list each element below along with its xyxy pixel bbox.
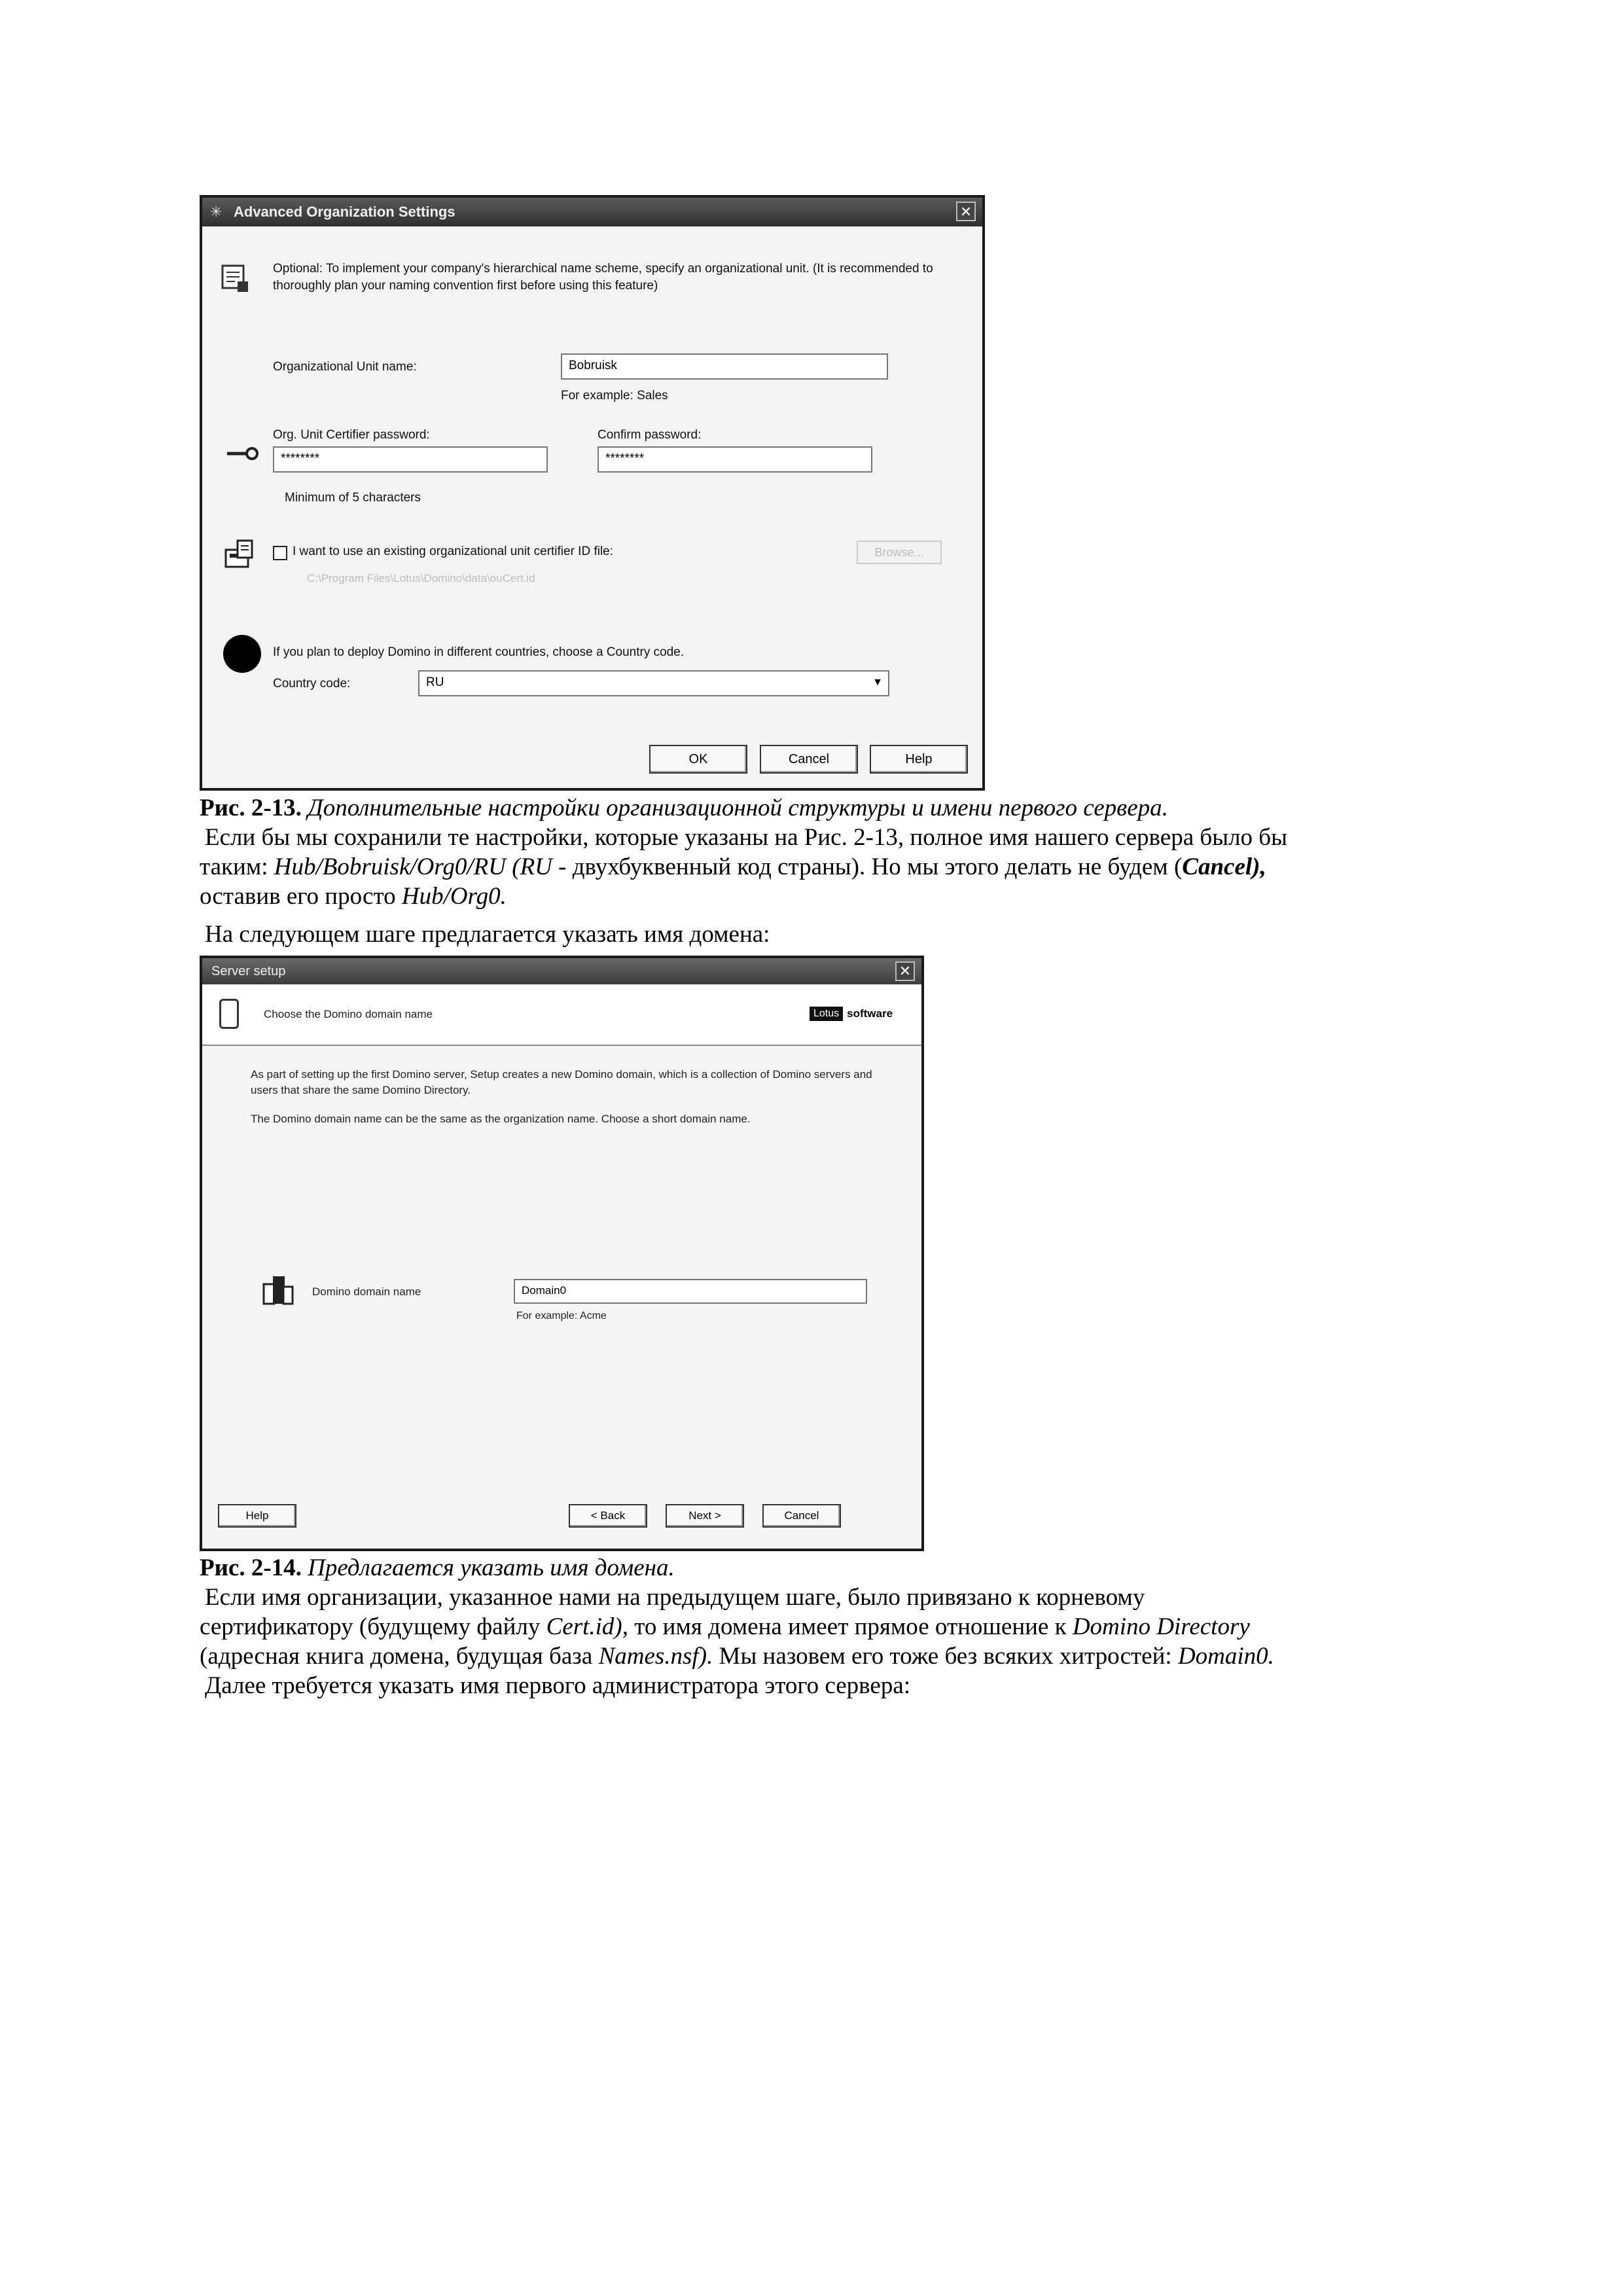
header-title: Choose the Domino domain name [264,1008,433,1020]
paragraph-3-line-1: Если имя организации, указанное нами на предыдущем шаге, было привязано к корневому [205,1584,1145,1611]
country-code-value: RU [426,675,444,689]
server-setup-dialog [200,956,924,1551]
close-button[interactable]: ✕ [956,202,976,221]
figure2-caption [200,1553,675,1583]
paragraph-1-line-1: Если бы мы сохранили те настройки, которые указаны на Рис. 2-13, полное имя нашего сервера было бы [205,824,1287,851]
domain-example-text: For example: Acme [516,1310,607,1321]
cancel-button[interactable]: Cancel [762,1504,841,1528]
help-button[interactable]: Help [218,1504,296,1528]
cert-password-label: Org. Unit Certifier password: [273,428,430,442]
paragraph-2: На следующем шаге предлагается указать имя домена: [205,921,770,948]
figure1-caption-number: Рис. 2-13. [200,795,302,821]
country-code-select[interactable] [418,670,889,696]
paragraph-4: Далее требуется указать имя первого администратора этого сервера: [205,1672,911,1699]
title-bar [202,198,982,226]
paragraph-1-line-3: оставив его просто Hub/Org0. [200,883,507,910]
password-hint-text: Minimum of 5 characters [285,491,421,505]
title-bar [202,958,921,984]
next-button[interactable]: Next > [666,1504,744,1528]
country-code-label: Country code: [273,677,351,691]
cert-password-input[interactable]: ******** [273,446,548,473]
description-1: As part of setting up the first Domino server, Setup creates a new Domino domain, which is a collection of Domino servers and users that share the same Domino Directory. [251,1068,872,1096]
id-file-icon [224,538,259,569]
buildings-icon [262,1275,294,1305]
back-button[interactable]: < Back [569,1504,647,1528]
lotus-software-logo: Lotus software [810,1004,893,1024]
browse-button[interactable]: Browse... [857,541,942,564]
existing-id-checkbox[interactable] [273,546,287,560]
paragraph-3-line-3: (адресная книга домена, будущая база Names.nsf). Мы назовем его тоже без всяких хитростей: Domain0. [200,1643,1274,1670]
app-icon: ✳ [210,204,223,220]
window-title: Advanced Organization Settings [234,204,455,220]
figure1-caption [200,793,1168,823]
chevron-down-icon: ▼ [872,677,883,688]
domain-name-input[interactable]: Domain0 [514,1279,867,1304]
ou-name-input[interactable]: Bobruisk [561,353,888,380]
country-hint-text: If you plan to deploy Domino in different countries, choose a Country code. [273,645,685,659]
intro-text: Optional: To implement your company's hierarchical name scheme, specify an organizational unit. (It is recommended to thoroughly plan your naming convention first before using this feature) [273,262,933,293]
confirm-password-input[interactable]: ******** [597,446,872,473]
figure2-caption-text: Предлагается указать имя домена. [308,1554,675,1581]
cancel-button[interactable]: Cancel [760,745,858,774]
wizard-header [202,984,921,1046]
close-button[interactable]: ✕ [895,961,915,981]
ok-button[interactable]: OK [649,745,747,774]
existing-id-label: I want to use an existing organizational unit certifier ID file: [293,545,614,558]
ou-example-text: For example: Sales [561,389,668,403]
id-file-path-text: C:\Program Files\Lotus\Domino\data\ouCert.id [307,572,535,584]
figure1-caption-text: Дополнительные настройки организационной структуры и имени первого сервера. [308,795,1168,821]
advanced-org-settings-dialog [200,195,985,791]
domain-name-label: Domino domain name [312,1285,421,1298]
paragraph-1-line-2: таким: Hub/Bobruisk/Org0/RU (RU - двухбуквенный код страны). Но мы этого делать не будем (Cancel), [200,853,1266,880]
key-icon [226,445,259,462]
figure2-caption-number: Рис. 2-14. [200,1554,302,1581]
ou-name-label: Organizational Unit name: [273,360,417,374]
paragraph-3-line-2: сертификатору (будущему файлу Cert.id), то имя домена имеет прямое отношение к Domino Directory [200,1613,1250,1640]
globe-icon [223,635,261,673]
confirm-password-label: Confirm password: [597,428,702,442]
server-icon [219,999,239,1029]
document-certificate-icon [221,262,249,293]
help-button[interactable]: Help [870,745,968,774]
description-2: The Domino domain name can be the same as the organization name. Choose a short domain name. [251,1113,751,1125]
window-title: Server setup [211,964,286,978]
